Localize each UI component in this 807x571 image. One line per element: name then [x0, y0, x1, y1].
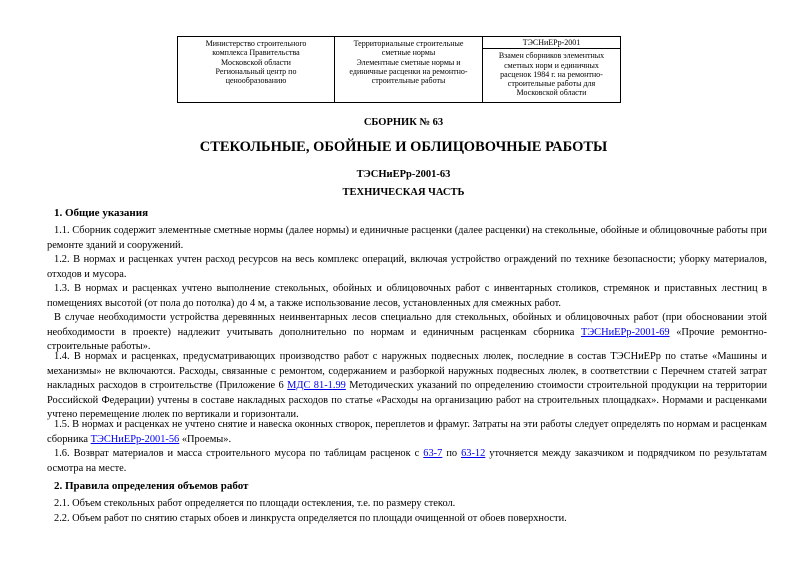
header-line: Взамен сборников элементных	[498, 51, 605, 61]
header-line: комплекса Правительства	[212, 48, 300, 58]
paragraph-1-2: 1.2. В нормах и расценках учтен расход ресурсов на весь комплекс операций, включая устройство ограждений по технике безопасности; уборку материалов, отходов и мусора.	[47, 254, 767, 280]
paragraph-2-1: 2.1. Объем стекольных работ определяется по площади остекления, т.е. по размеру стекол.	[54, 498, 456, 509]
section-title: ТЕХНИЧЕСКАЯ ЧАСТЬ	[342, 187, 465, 198]
header-line: Московской области	[516, 88, 587, 98]
text-span: по	[442, 448, 462, 459]
paragraph-1-6	[47, 447, 767, 476]
paragraph-2-2: 2.2. Объем работ по снятию старых обоев и линкруста определяется по площади очищенной от обоев поверхности.	[54, 513, 567, 524]
header-line: строительные работы	[371, 76, 446, 86]
header-line: расценок 1984 г. на ремонтно-	[500, 69, 603, 79]
paragraph-1-4	[47, 350, 767, 423]
header-ministry-cell	[178, 37, 335, 103]
text-span: 1.6. Возврат материалов и масса строительного мусора по таблицам расценок с	[54, 448, 424, 459]
text-span: 1.5. В нормах и расценках не учтено снятие и навеска оконных створок, переплетов и фрамуг. Затраты на эти работы следует определять по нормам и расценкам сборника	[47, 419, 767, 445]
text-span: В случае необходимости устройства деревянных неинвентарных лесов специально для стекольных, обойных и облицовочных работ (при обосновании этой необходимости в проекте) надлежит учитывать дополнительно по нормам и единичным расценкам сборника	[47, 312, 767, 338]
header-line: Территориальные строительные	[353, 39, 464, 48]
link-tesnierr-56[interactable]: ТЭСНиЕРр-2001-56	[90, 433, 180, 445]
header-replaces-cell	[483, 49, 621, 103]
header-code-cell: ТЭСНиЕРр-2001	[483, 37, 621, 49]
page-title: СТЕКОЛЬНЫЕ, ОБОЙНЫЕ И ОБЛИЦОВОЧНЫЕ РАБОТЫ	[199, 139, 608, 155]
link-mds[interactable]: МДС 81-1.99	[287, 380, 346, 392]
header-line: Региональный центр по	[215, 66, 297, 76]
header-norms-cell	[335, 37, 483, 103]
text-span: Методических указаний по определению стоимости строительной продукции на территории Российской Федерации) учтены в составе накладных расходов по статье «Расходы на организацию работ на строительных площадках». Нормами и расценками учтено перемещение люлек по вертикали и горизонтали.	[47, 380, 768, 421]
collection-number: СБОРНИК № 63	[363, 117, 444, 128]
paragraph-1-5	[47, 418, 767, 447]
header-line: Московской области	[221, 57, 291, 67]
text-span: 1.4. В нормах и расценках, предусматривающих производство работ с наружных подвесных люлек, последние в состав ТЭСНиЕРр по статье «Машины и механизмы» не включаются. Расходы, связанные с ремонтом, содержанием и разборкой наружных подвесных люлек, в соответствии с Перечнем статей затрат накладных расходов в строительстве (Приложение 6	[47, 351, 767, 392]
text-span: «Прочие ремонтно-строительные работы».	[47, 326, 768, 353]
header-line: сметных норм и единичных	[504, 60, 599, 70]
paragraph-1-1: 1.1. Сборник содержит элементные сметные нормы (далее нормы) и единичные расценки (далее расценки) на стекольные, обойные и облицовочные работы при ремонте зданий и сооружений.	[47, 225, 767, 251]
section-heading: 2. Правила определения объемов работ	[54, 480, 249, 492]
header-line: строительные работы для	[507, 79, 596, 89]
paragraph-1-3: 1.3. В нормах и расценках учтено выполнение стекольных, обойных и облицовочных работ с инвентарных столиков, стремянок и приставных лестниц в помещениях высотой (от пола до потолка) до 4 м, а также использование лесов, установленных для смежных работ.	[47, 283, 767, 309]
header-line: Элементные сметные нормы и	[356, 57, 461, 67]
link-63-7[interactable]: 63-7	[423, 448, 443, 459]
link-tesnierr-69[interactable]: ТЭСНиЕРр-2001-69	[580, 326, 670, 338]
text-span: «Проемы».	[179, 433, 232, 445]
document-code: ТЭСНиЕРр-2001-63	[356, 169, 451, 180]
header-line: сметные нормы	[381, 48, 436, 58]
section-heading: 1. Общие указания	[54, 207, 149, 219]
header-table	[177, 36, 621, 103]
paragraph-1-3-extra	[47, 311, 767, 355]
header-line: Министерство строительного	[205, 39, 307, 48]
text-span: уточняется между заказчиком и подрядчиком по результатам осмотра на месте.	[47, 448, 767, 474]
header-line: ценообразованию	[225, 76, 287, 86]
header-line: единичные расценки на ремонтно-	[349, 66, 468, 76]
link-63-12[interactable]: 63-12	[461, 448, 486, 459]
